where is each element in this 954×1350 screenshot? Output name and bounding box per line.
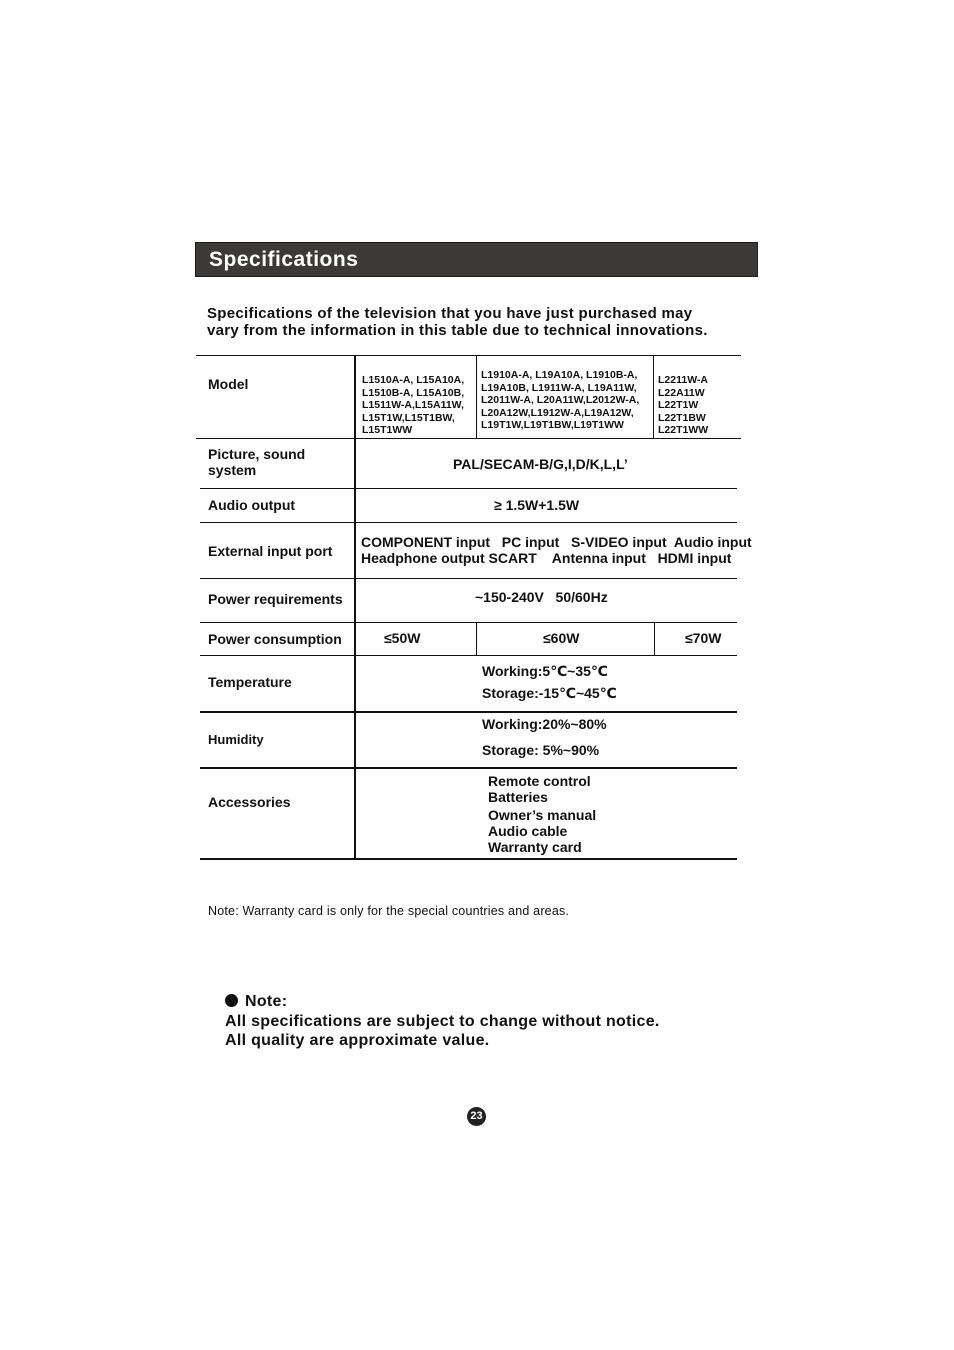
model-item: L22T1WW [658,424,709,437]
table-divider [354,356,356,860]
accessory-item: Owner’s manual [488,807,597,823]
page-number: 23 [467,1107,486,1126]
picture-sound-value: PAL/SECAM-B/G,I,D/K,L,L’ [453,456,628,472]
bottom-note [225,992,660,1051]
table-divider [476,622,477,655]
external-input-list [361,534,752,566]
audio-output-value: ≥ 1.5W+1.5W [494,497,580,513]
table-rule [196,355,741,356]
accessory-item: Batteries [488,789,548,805]
page-title: Specifications [209,248,359,271]
table-rule [200,522,737,523]
accessory-item: Remote control [488,773,591,789]
model-item: L15T1WW [362,424,413,437]
row-label-accessories: Accessories [208,794,291,810]
model-item: L1510B-A, L15A10B, [362,386,465,399]
model-item: L1510A-A, L15A10A, [362,374,465,386]
input-line: Headphone output SCART Antenna input HDMI input [361,550,732,566]
input-line: COMPONENT input PC input S-VIDEO input Audio input [361,534,752,550]
accessory-item: Audio cable [488,823,568,839]
row-label-model: Model [208,376,249,392]
table-rule [200,655,737,656]
model-item: L22T1W [658,399,699,412]
table-rule [196,438,741,439]
table-rule [200,711,737,713]
row-label-power-req: Power requirements [208,591,343,607]
model-list-19in [481,369,639,432]
power-req-value: ~150-240V 50/60Hz [475,589,608,605]
table-rule [200,578,737,579]
model-item: L15T1W,L15T1BW, [362,411,455,424]
table-divider [653,356,654,438]
bullet-icon [225,994,238,1007]
accessories-list [488,773,596,855]
model-item: L1910A-A, L19A10A, L1910B-A, [481,369,638,381]
power-cons-15in: ≤50W [384,630,421,646]
table-rule [200,488,737,489]
section-title-bar [195,242,758,277]
intro-text [207,305,767,339]
table-divider [654,622,655,655]
power-cons-19in: ≤60W [543,630,580,646]
row-label-power-cons: Power consumption [208,631,342,647]
temperature-working: Working:5℃~35℃ [482,663,608,679]
power-cons-22in: ≤70W [685,630,722,646]
model-item: L20A12W,L1912W-A,L19A12W, [481,406,634,419]
row-label-temperature: Temperature [208,674,292,690]
model-list-15in [362,374,464,437]
row-label-external-input: External input port [208,543,333,559]
model-item: L19A10B, L1911W-A, L19A11W, [481,381,637,394]
humidity-storage: Storage: 5%~90% [482,742,600,758]
intro-line: vary from the information in this table due to technical innovations. [207,322,708,339]
accessory-item: Warranty card [488,839,582,855]
table-rule [200,622,737,623]
row-label-audio: Audio output [208,497,296,513]
table-divider [476,356,477,438]
note-line: All quality are approximate value. [225,1032,490,1049]
model-item: L2211W-A [658,374,708,386]
temperature-storage: Storage:-15℃~45℃ [482,685,617,701]
warranty-note: Note: Warranty card is only for the special countries and areas. [208,904,570,918]
model-item: L22T1BW [658,411,706,424]
label-line: Picture, sound [208,446,306,462]
table-rule [200,767,737,769]
note-heading: Note: [245,993,288,1010]
row-label-picture-sound [208,446,305,478]
model-item: L1511W-A,L15A11W, [362,399,464,412]
humidity-working: Working:20%~80% [482,716,607,732]
intro-line: Specifications of the television that you have just purchased may [207,305,693,322]
model-item: L19T1W,L19T1BW,L19T1WW [481,419,624,432]
row-label-humidity: Humidity [208,732,264,747]
model-item: L22A11W [658,386,705,399]
note-line: All specifications are subject to change without notice. [225,1012,660,1030]
model-item: L2011W-A, L20A11W,L2012W-A, [481,394,640,407]
model-list-22in [658,374,708,437]
label-line: system [208,462,257,478]
table-rule [200,858,737,860]
